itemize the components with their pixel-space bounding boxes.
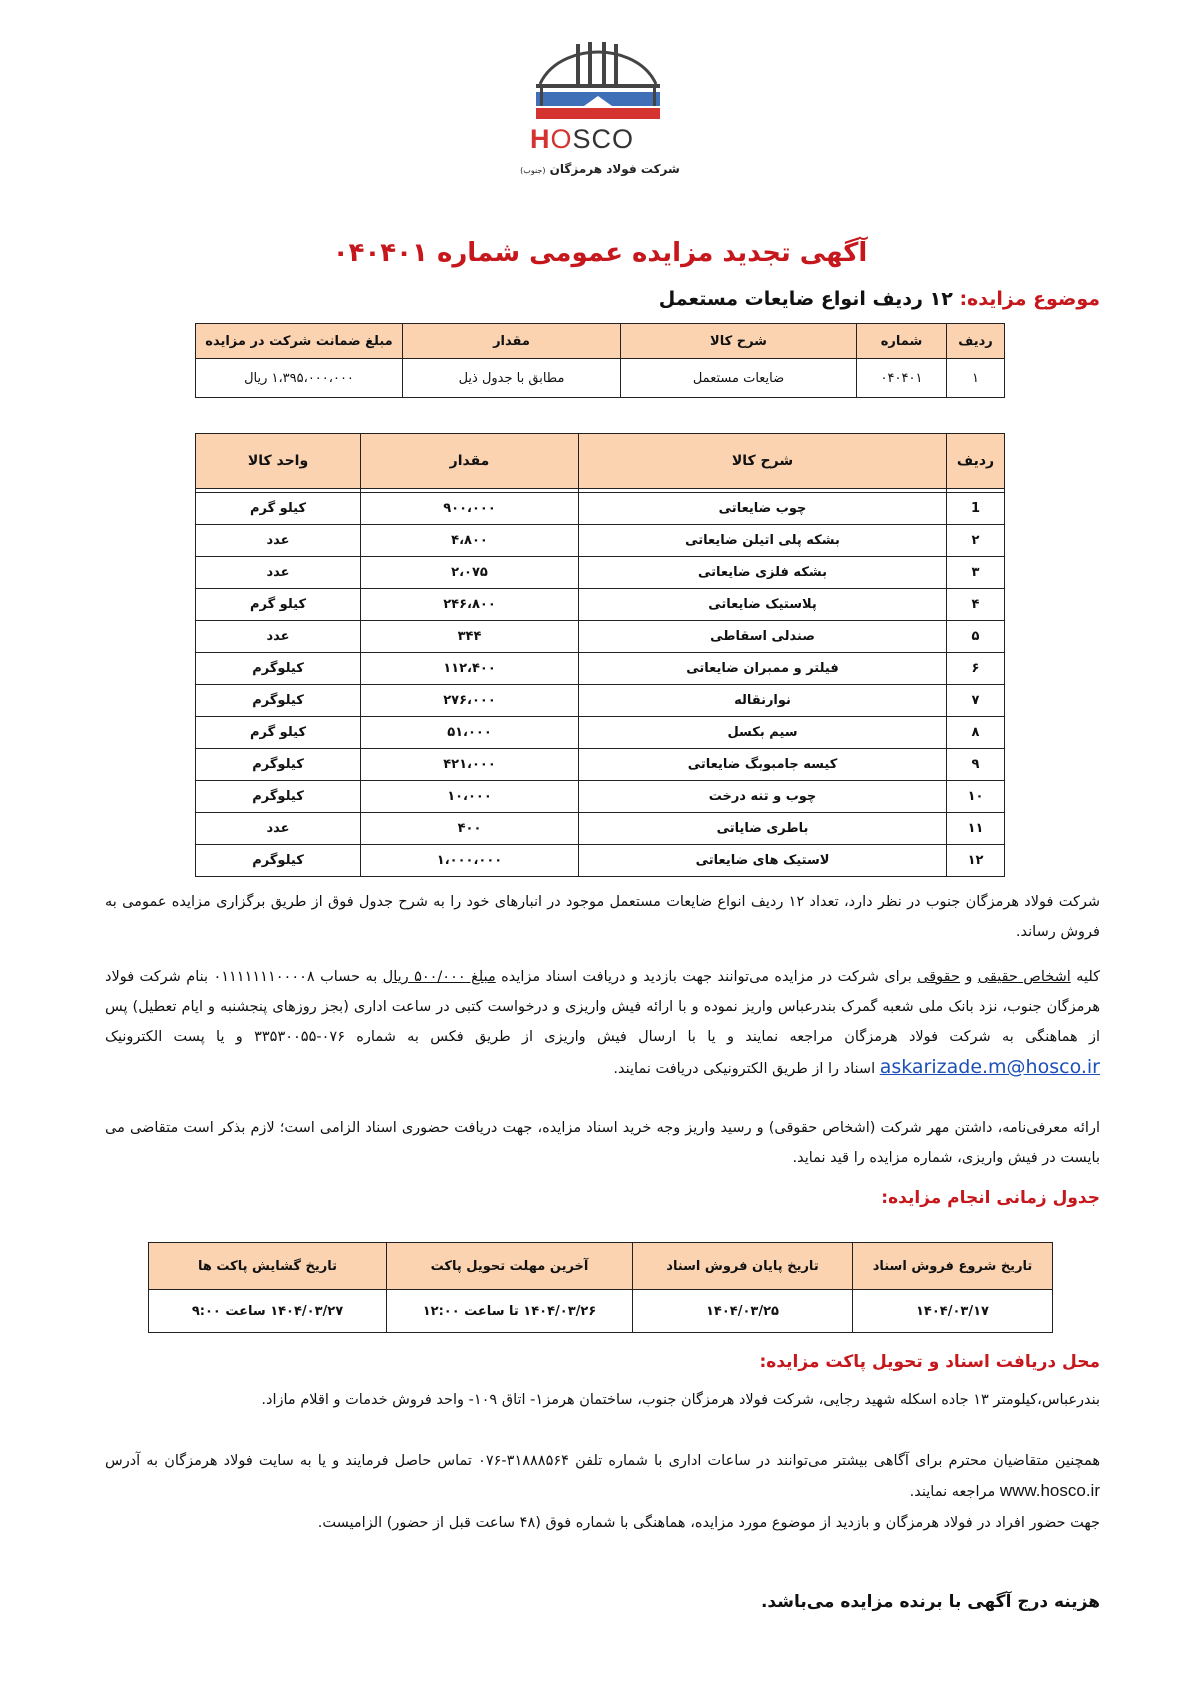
table-cell: ۳ <box>947 557 1005 589</box>
footer-note: هزینه درج آگهی با برنده مزایده می‌باشد. <box>760 1592 1100 1612</box>
table-cell: ۵ <box>947 621 1005 653</box>
table-row <box>149 1290 1053 1333</box>
table-row <box>196 781 1005 813</box>
header-cell: مبلغ ضمانت شرکت در مزایده <box>196 324 403 359</box>
table-cell: ۱۱۲،۴۰۰ <box>361 653 579 685</box>
visit-note: جهت حضور افراد در فولاد هرمزگان و بازدید از موضوع مورد مزایده، هماهنگی با شماره فوق (۴۸ ساعت قبل از حضور) الزامیست. <box>317 1515 1100 1531</box>
table-row <box>196 653 1005 685</box>
table-cell: کیلوگرم <box>196 653 361 685</box>
table-row <box>196 359 1005 398</box>
table-cell: ۴،۸۰۰ <box>361 525 579 557</box>
table-cell: عدد <box>196 557 361 589</box>
table-cell: ۲ <box>947 525 1005 557</box>
website-link[interactable]: www.hosco.ir <box>999 1481 1100 1500</box>
table-cell: ۱۴۰۴/۰۳/۲۶ تا ساعت ۱۲:۰۰ <box>387 1290 633 1333</box>
table-cell: ۰۴۰۴۰۱ <box>857 359 947 398</box>
table-cell: سیم بکسل <box>579 717 947 749</box>
table-row <box>196 749 1005 781</box>
location-text: بندرعباس،کیلومتر ۱۳ جاده اسکله شهید رجایی، شرکت فولاد هرمزگان جنوب، ساختمان هرمز۱- اتاق ۱۰۹- واحد فروش خدمات و اقلام مازاد. <box>261 1392 1100 1408</box>
table-cell: کیلوگرم <box>196 781 361 813</box>
table-cell: ۳۴۴ <box>361 621 579 653</box>
table-row <box>196 685 1005 717</box>
table-cell: ۲۷۶،۰۰۰ <box>361 685 579 717</box>
summary-table <box>195 323 1005 398</box>
table-cell: ضایعات مستعمل <box>621 359 857 398</box>
table-cell: باطری ضایاتی <box>579 813 947 845</box>
table-cell: کیسه جامبوبگ ضایعاتی <box>579 749 947 781</box>
table-cell: ۴۰۰ <box>361 813 579 845</box>
table-cell: ۵۱،۰۰۰ <box>361 717 579 749</box>
table-cell: 1 <box>947 493 1005 525</box>
header-cell: واحد کالا <box>196 434 361 489</box>
location-title: محل دریافت اسناد و تحویل پاکت مزایده: <box>759 1352 1100 1372</box>
table-cell: چوب و تنه درخت <box>579 781 947 813</box>
table-cell: مطابق با جدول ذیل <box>403 359 621 398</box>
hosco-emblem-icon <box>532 40 664 122</box>
table-cell: ۱۰ <box>947 781 1005 813</box>
table-cell: عدد <box>196 621 361 653</box>
table-cell: ۴۲۱،۰۰۰ <box>361 749 579 781</box>
table-cell: عدد <box>196 525 361 557</box>
table-cell: کیلو گرم <box>196 717 361 749</box>
schedule-table <box>148 1242 1053 1333</box>
table-cell: ۲۴۶،۸۰۰ <box>361 589 579 621</box>
table-header-row <box>196 434 1005 489</box>
table-cell: ۲،۰۷۵ <box>361 557 579 589</box>
table-cell: کیلو گرم <box>196 493 361 525</box>
table-cell: ۱۴۰۴/۰۳/۲۷ ساعت ۹:۰۰ <box>149 1290 387 1333</box>
header-cell: ردیف <box>947 324 1005 359</box>
header-cell: تاریخ گشایش پاکت ها <box>149 1243 387 1290</box>
table-cell: عدد <box>196 813 361 845</box>
table-row <box>196 813 1005 845</box>
table-cell: پلاستیک ضایعاتی <box>579 589 947 621</box>
table-cell: بشکه فلزی ضایعاتی <box>579 557 947 589</box>
table-cell: نوارنقاله <box>579 685 947 717</box>
schedule-title: جدول زمانی انجام مزایده: <box>881 1188 1100 1208</box>
header-cell: شرح کالا <box>621 324 857 359</box>
company-name: شرکت فولاد هرمزگان (جنوب) <box>520 162 680 176</box>
intro-paragraph: شرکت فولاد هرمزگان جنوب در نظر دارد، تعداد ۱۲ ردیف انواع ضایعات مستعمل موجود در انبارهای خود را به شرح جدول فوق از طریق برگزاری مزایده عمومی به فروش رساند. <box>105 894 1100 940</box>
table-cell: ۱،۰۰۰،۰۰۰ <box>361 845 579 877</box>
table-row <box>196 589 1005 621</box>
table-cell: فیلتر و ممبران ضایعاتی <box>579 653 947 685</box>
table-cell: کیلوگرم <box>196 749 361 781</box>
table-cell: ۶ <box>947 653 1005 685</box>
header-cell: مقدار <box>403 324 621 359</box>
auction-subject: موضوع مزایده: ۱۲ ردیف انواع ضایعات مستعمل <box>658 288 1100 310</box>
hosco-logo <box>490 40 710 200</box>
header-cell: آخرین مهلت تحویل پاکت <box>387 1243 633 1290</box>
header-cell: تاریخ پایان فروش اسناد <box>633 1243 853 1290</box>
table-cell: ۹ <box>947 749 1005 781</box>
table-cell: ۱ <box>947 359 1005 398</box>
table-cell: ۸ <box>947 717 1005 749</box>
table-row <box>196 845 1005 877</box>
header-cell: شماره <box>857 324 947 359</box>
table-cell: ۱۴۰۴/۰۳/۲۵ <box>633 1290 853 1333</box>
header-cell: مقدار <box>361 434 579 489</box>
table-row <box>196 557 1005 589</box>
table-cell: کیلوگرم <box>196 685 361 717</box>
table-cell: ۱،۳۹۵،۰۰۰،۰۰۰ ریال <box>196 359 403 398</box>
table-cell: ۷ <box>947 685 1005 717</box>
table-cell: کیلو گرم <box>196 589 361 621</box>
table-cell: ۴ <box>947 589 1005 621</box>
table-cell: ۱۱ <box>947 813 1005 845</box>
table-header-row <box>149 1243 1053 1290</box>
email-link[interactable]: askarizade.m@hosco.ir <box>879 1056 1100 1078</box>
items-body <box>196 493 1005 877</box>
header-cell: ردیف <box>947 434 1005 489</box>
table-cell: صندلی اسقاطی <box>579 621 947 653</box>
documents-paragraph: کلیه اشخاص حقیقی و حقوقی برای شرکت در مزایده می‌توانند جهت بازدید و دریافت اسناد مزایده مبلغ ۵۰۰/۰۰۰ ریال به حساب ۰۱۱۱۱۱۱۱۰۰۰۰۸ بنام شرکت فولاد هرمزگان جنوب، نزد بانک ملی شعبه گمرک بندرعباس واریز نموده و با ارائه فیش واریزی و درخواست کتبی در ساعت اداری (بجز روزهای پنجشنبه و ایام تعطیل) پس از هماهنگی به شرکت فولاد هرمزگان مراجعه نمایند و یا با ارسال فیش واریزی از طریق فکس به شماره ۰۷۶-۳۳۵۳۰۰۵۵ و یا پست الکترونیک askarizade.m@hosco.ir اسناد را از طریق الکترونیکی دریافت نمایند. <box>105 969 1101 1078</box>
table-cell: بشکه پلی اتیلن ضایعاتی <box>579 525 947 557</box>
table-cell: ۹۰۰،۰۰۰ <box>361 493 579 525</box>
table-row <box>196 493 1005 525</box>
brand-wordmark: HOSCO <box>530 124 635 154</box>
table-row <box>196 621 1005 653</box>
table-cell: لاستیک های ضایعاتی <box>579 845 947 877</box>
table-cell: ۱۰،۰۰۰ <box>361 781 579 813</box>
items-table <box>195 433 1005 877</box>
table-cell: ۱۴۰۴/۰۳/۱۷ <box>853 1290 1053 1333</box>
table-row <box>196 717 1005 749</box>
contact-paragraph: همچنین متقاضیان محترم برای آگاهی بیشتر می‌توانند در ساعات اداری با شماره تلفن ۳۱۸۸۸۵۶۴-۰۷۶ تماس حاصل فرمایند و یا به سایت فولاد هرمزگان به آدرس www.hosco.ir مراجعه نمایند. <box>105 1453 1100 1500</box>
table-cell: ۱۲ <box>947 845 1005 877</box>
table-cell: چوب ضایعاتی <box>579 493 947 525</box>
notice-title: آگهی تجدید مزایده عمومی شماره ۰۴۰۴۰۱ <box>332 238 868 268</box>
header-cell: شرح کالا <box>579 434 947 489</box>
table-row <box>196 525 1005 557</box>
header-cell: تاریخ شروع فروش اسناد <box>853 1243 1053 1290</box>
requirements-paragraph: ارائه معرفی‌نامه، داشتن مهر شرکت (اشخاص حقوقی) و رسید واریز وجه خرید اسناد مزایده، جهت دریافت حضوری اسناد الزامی است؛ لازم بذکر است متقاضی می بایست در فیش واریزی، شماره مزایده را قید نماید. <box>105 1120 1100 1166</box>
table-header-row <box>196 324 1005 359</box>
table-cell: کیلوگرم <box>196 845 361 877</box>
